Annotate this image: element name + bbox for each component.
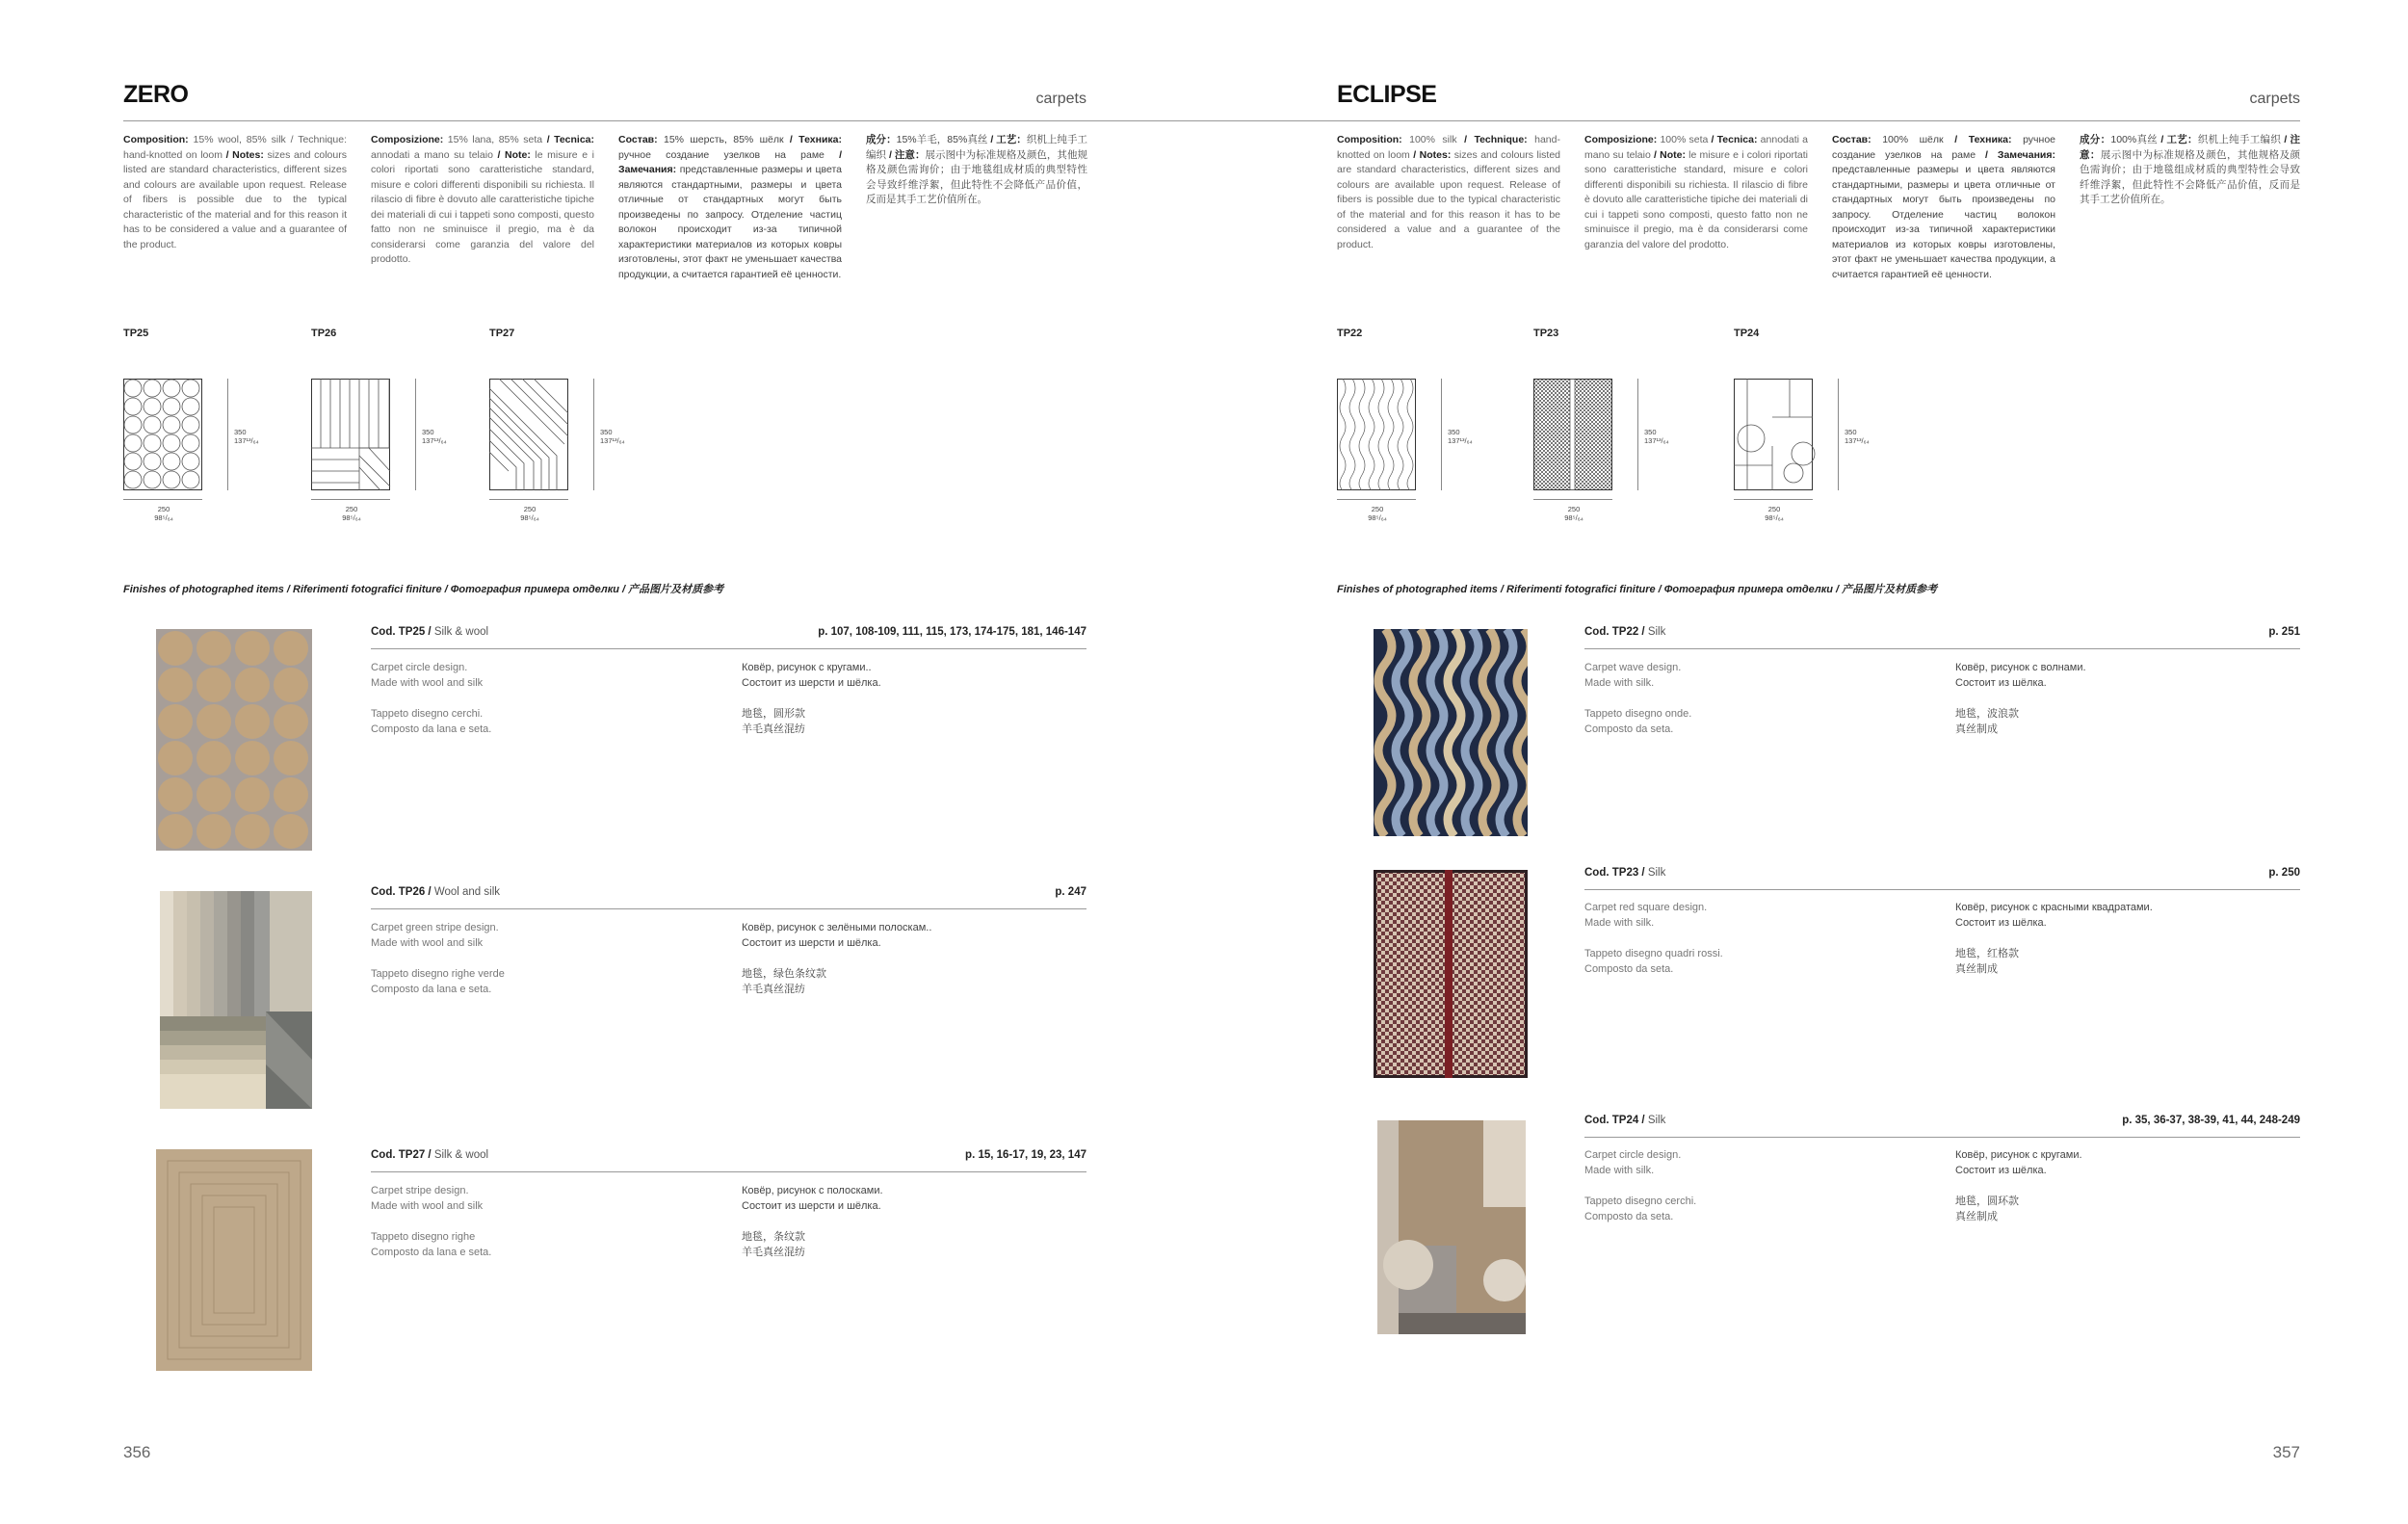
description-ru: Состав: 15% шерсть, 85% шёлк / Техника: ручное создание узелков на раме / Замечания: представленные размеры и цвета являются стандартными, размеры и цвета отличные от стандартных могут быть произведены по запросу. Отделение частиц волокон происходит из-за типичной характеристики материалов из которых ковры изготовлены, этот факт не уменьшает качества продукции, а считается гарантией её ценности. <box>618 134 843 280</box>
product-description-ru: Ковёр, рисунок с кругами.. Состоит из шерсти и шёлка. <box>742 662 881 689</box>
finishes-heading: Finishes of photographed items / Riferimenti fotografici finiture / Фотография примера отделки / 产品图片及材质参考 <box>1337 584 1938 595</box>
product-code: Cod. TP22 / Silk <box>1584 626 1666 638</box>
width-dimension: 250 98⁵/₆₄ <box>1765 505 1784 522</box>
height-dimension: 350 137¹³/₆₄ <box>234 428 259 445</box>
product-description-en: Carpet stripe design. Made with wool and silk <box>371 1185 484 1212</box>
dimension-line <box>1533 499 1612 500</box>
height-dimension: 350 137¹³/₆₄ <box>1448 428 1473 445</box>
drawing-code: TP26 <box>311 328 337 339</box>
height-dimension: 350 137¹³/₆₄ <box>422 428 447 445</box>
dimension-line <box>593 379 594 490</box>
drawing-code: TP27 <box>489 328 515 339</box>
product-rule <box>1584 1137 2300 1138</box>
product-description-en: Carpet red square design. Made with silk. <box>1584 902 1708 929</box>
product-description-ru: Ковёр, рисунок с полосками. Состоит из шерсти и шёлка. <box>742 1185 883 1212</box>
dimension-line <box>1838 379 1839 490</box>
product-description-en: Carpet circle design. Made with silk. <box>1584 1149 1682 1176</box>
product-rule <box>371 1171 1086 1172</box>
category-label: carpets <box>2249 91 2300 107</box>
product-description-en: Carpet wave design. Made with silk. <box>1584 662 1682 689</box>
product-rule <box>1584 648 2300 649</box>
carpet-image-tp26 <box>160 891 312 1109</box>
drawing-code: TP23 <box>1533 328 1559 339</box>
product-description-en: Carpet green stripe design. Made with wool and silk <box>371 922 499 949</box>
product-description-it: Tappeto disegno cerchi. Composto da lana e seta. <box>371 708 492 735</box>
page-title: ZERO <box>123 81 189 108</box>
page-references: p. 15, 16-17, 19, 23, 147 <box>965 1149 1086 1161</box>
description-it: Composizione: 15% lana, 85% seta / Tecnica: annodati a mano su telaio / Note: le misure e i colori riportati sono caratteristiche standard, misure e colori differenti disponibili su richiesta. Il rilascio di fibre è dovuto alle caratteristiche tipiche dei materiali di cui i tappeti sono composti, questo fatto non ne sminuisce il pregio, ma è da considerarsi come garanzia del valore del prodotto. <box>371 134 595 265</box>
drawing-tp23 <box>1533 379 1620 499</box>
header-rule <box>123 120 1086 121</box>
description-zh: 成分：100%真丝 / 工艺：织机上纯手工编织 / 注意：展示图中为标准规格及颜色，其他规格及颜色需询价；由于地毯组成材质的典型特性会导致纤维浮絮，但此特性不会降低产品价值，反而是其手工艺价值所在。 <box>2080 134 2301 205</box>
width-dimension: 250 98⁵/₆₄ <box>342 505 361 522</box>
height-dimension: 350 137¹³/₆₄ <box>600 428 625 445</box>
page-number: 356 <box>123 1443 151 1461</box>
page-references: p. 247 <box>1055 886 1086 898</box>
height-dimension: 350 137¹³/₆₄ <box>1845 428 1870 445</box>
product-description-it: Tappeto disegno righe verde Composto da lana e seta. <box>371 968 505 995</box>
drawing-code: TP24 <box>1734 328 1760 339</box>
finishes-heading: Finishes of photographed items / Riferimenti fotografici finiture / Фотография примера отделки / 产品图片及材质参考 <box>123 584 724 595</box>
dimension-line <box>123 499 202 500</box>
drawing-tp22 <box>1337 379 1424 499</box>
page-title: ECLIPSE <box>1337 81 1437 108</box>
page-references: p. 251 <box>2268 626 2300 638</box>
width-dimension: 250 98⁵/₆₄ <box>154 505 173 522</box>
carpet-image-tp25 <box>156 629 312 851</box>
description-zh: 成分：15%羊毛，85%真丝 / 工艺：织机上纯手工编织 / 注意：展示图中为标准规格及颜色，其他规格及颜色需询价；由于地毯组成材质的典型特性会导致纤维浮絮，但此特性不会降低产品价值，反而是其手工艺价值所在。 <box>866 134 1088 205</box>
carpet-image-tp27 <box>156 1149 312 1371</box>
dimension-line <box>1337 499 1416 500</box>
product-description-zh: 地毯，圆形款 羊毛真丝混纺 <box>742 708 805 735</box>
width-dimension: 250 98⁵/₆₄ <box>1368 505 1387 522</box>
product-code: Cod. TP23 / Silk <box>1584 867 1666 879</box>
product-description-zh: 地毯，圆环款 真丝制成 <box>1955 1196 2019 1222</box>
dimension-line <box>415 379 416 490</box>
drawing-tp27 <box>489 379 576 499</box>
product-description-zh: 地毯，条纹款 羊毛真丝混纺 <box>742 1231 805 1258</box>
dimension-line <box>1637 379 1638 490</box>
drawing-code: TP25 <box>123 328 149 339</box>
product-description-it: Tappeto disegno onde. Composto da seta. <box>1584 708 1692 735</box>
dimension-line <box>1441 379 1442 490</box>
product-description-zh: 地毯，绿色条纹款 羊毛真丝混纺 <box>742 968 826 995</box>
carpet-image-tp22 <box>1374 629 1528 836</box>
carpet-image-tp24 <box>1377 1120 1526 1334</box>
product-description-zh: 地毯，红格款 真丝制成 <box>1955 948 2019 975</box>
drawing-tp26 <box>311 379 398 499</box>
product-rule <box>371 648 1086 649</box>
category-label: carpets <box>1035 91 1086 107</box>
product-code: Cod. TP26 / Wool and silk <box>371 886 501 898</box>
dimension-line <box>227 379 228 490</box>
product-code: Cod. TP27 / Silk & wool <box>371 1149 489 1161</box>
carpet-image-tp23 <box>1374 870 1528 1078</box>
product-description-ru: Ковёр, рисунок с зелёными полоскам.. Состоит из шерсти и шёлка. <box>742 922 932 949</box>
drawing-tp25 <box>123 379 210 499</box>
drawing-tp24 <box>1734 379 1820 499</box>
description-en: Composition: 15% wool, 85% silk / Technique: hand-knotted on loom / Notes: sizes and colours listed are standard characteristics, different sizes and colours are available upon request. Release of fibers is possible due to the typical characteristic of the material and for this reason it has to be considered a value and a guarantee of the product. <box>123 134 347 250</box>
product-rule <box>1584 889 2300 890</box>
product-description-it: Tappeto disegno righe Composto da lana e seta. <box>371 1231 492 1258</box>
product-code: Cod. TP24 / Silk <box>1584 1115 1666 1126</box>
product-description-zh: 地毯，波浪款 真丝制成 <box>1955 708 2019 735</box>
product-description-it: Tappeto disegno quadri rossi. Composto da seta. <box>1584 948 1723 975</box>
dimension-line <box>311 499 390 500</box>
page-references: p. 35, 36-37, 38-39, 41, 44, 248-249 <box>2122 1115 2300 1126</box>
product-description-ru: Ковёр, рисунок с волнами. Состоит из шёлка. <box>1955 662 2086 689</box>
height-dimension: 350 137¹³/₆₄ <box>1644 428 1669 445</box>
product-rule <box>371 908 1086 909</box>
dimension-line <box>1734 499 1813 500</box>
page-references: p. 250 <box>2268 867 2300 879</box>
width-dimension: 250 98⁵/₆₄ <box>520 505 539 522</box>
page-number: 357 <box>2272 1443 2300 1461</box>
dimension-line <box>489 499 568 500</box>
description-it: Composizione: 100% seta / Tecnica: annodati a mano su telaio / Note: le misure e i colori riportati sono caratteristiche standard, misure e colori differenti disponibili su richiesta. Il rilascio di fibre è dovuto alle caratteristiche tipiche dei materiali di cui i tappeti sono composti, questo fatto non ne sminuisce il pregio, ma è da considerarsi come garanzia del valore del prodotto. <box>1584 134 1809 250</box>
header-rule <box>1086 120 2300 121</box>
product-description-ru: Ковёр, рисунок с красными квадратами. Состоит из шёлка. <box>1955 902 2153 929</box>
product-code: Cod. TP25 / Silk & wool <box>371 626 489 638</box>
product-description-it: Tappeto disegno cerchi. Composto da seta. <box>1584 1196 1697 1222</box>
description-en: Composition: 100% silk / Technique: hand-knotted on loom / Notes: sizes and colours listed are standard characteristics, different sizes and colours are available upon request. Release of fibers is possible due to the typical characteristic of the material and for this reason it has to be considered a value and a guarantee of the product. <box>1337 134 1560 250</box>
page-references: p. 107, 108-109, 111, 115, 173, 174-175, 181, 146-147 <box>818 626 1086 638</box>
width-dimension: 250 98⁵/₆₄ <box>1564 505 1584 522</box>
description-ru: Состав: 100% шёлк / Техника: ручное создание узелков на раме / Замечания: представленные размеры и цвета являются стандартными, размеры и цвета отличные от стандартных могут быть произведены по запросу. Отделение частиц волокон происходит из-за типичной характеристики материалов из которых ковры изготовлены, этот факт не уменьшает качества продукции, а считается гарантией её ценности. <box>1832 134 2056 280</box>
drawing-code: TP22 <box>1337 328 1363 339</box>
product-description-ru: Ковёр, рисунок с кругами. Состоит из шёлка. <box>1955 1149 2082 1176</box>
product-description-en: Carpet circle design. Made with wool and silk <box>371 662 484 689</box>
